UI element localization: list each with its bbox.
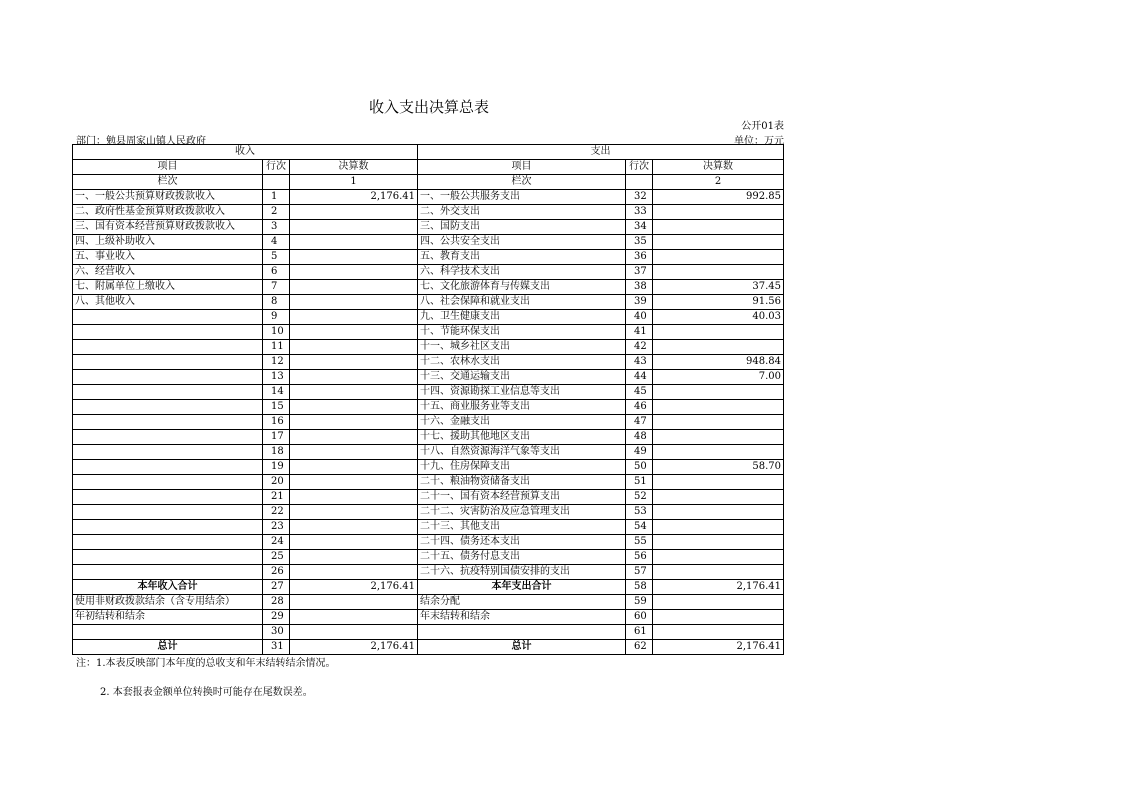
income-item: 六、经营收入 bbox=[73, 265, 263, 280]
income-amount bbox=[290, 490, 418, 505]
income-amount bbox=[290, 415, 418, 430]
expense-item: 二十、粮油物资储备支出 bbox=[418, 475, 626, 490]
income-item: 五、事业收入 bbox=[73, 250, 263, 265]
table-row bbox=[73, 340, 784, 355]
expense-item: 总计 bbox=[418, 640, 626, 655]
income-amount bbox=[290, 235, 418, 250]
expense-amount bbox=[653, 595, 784, 610]
income-line-no: 5 bbox=[263, 250, 290, 265]
expense-line-no: 50 bbox=[626, 460, 653, 475]
income-line-no: 25 bbox=[263, 550, 290, 565]
income-amount bbox=[290, 475, 418, 490]
header-row-section bbox=[73, 145, 784, 160]
income-amount bbox=[290, 325, 418, 340]
income-item bbox=[73, 445, 263, 460]
expense-line-no: 60 bbox=[626, 610, 653, 625]
expense-line-no: 58 bbox=[626, 580, 653, 595]
expense-line-no: 39 bbox=[626, 295, 653, 310]
expense-item: 十五、商业服务业等支出 bbox=[418, 400, 626, 415]
income-item: 本年收入合计 bbox=[73, 580, 263, 595]
department-label: 部门：勉县周家山镇人民政府 bbox=[76, 136, 206, 147]
expense-amount bbox=[653, 520, 784, 535]
table-row bbox=[73, 490, 784, 505]
income-item: 使用非财政拨款结余（含专用结余） bbox=[73, 595, 263, 610]
expense-line-no: 49 bbox=[626, 445, 653, 460]
income-amount bbox=[290, 310, 418, 325]
income-amount bbox=[290, 370, 418, 385]
income-amount: 2,176.41 bbox=[290, 190, 418, 205]
expense-amount: 40.03 bbox=[653, 310, 784, 325]
income-amount bbox=[290, 595, 418, 610]
income-amount bbox=[290, 610, 418, 625]
income-amount bbox=[290, 280, 418, 295]
income-line-no: 4 bbox=[263, 235, 290, 250]
expense-line-no: 37 bbox=[626, 265, 653, 280]
income-item bbox=[73, 415, 263, 430]
income-amount-header: 决算数 bbox=[290, 160, 418, 175]
expense-item: 六、科学技术支出 bbox=[418, 265, 626, 280]
income-amount: 2,176.41 bbox=[290, 640, 418, 655]
expense-item bbox=[418, 625, 626, 640]
income-amount bbox=[290, 265, 418, 280]
expense-item: 八、社会保障和就业支出 bbox=[418, 295, 626, 310]
expense-line-no: 35 bbox=[626, 235, 653, 250]
income-line-no: 22 bbox=[263, 505, 290, 520]
expense-line-no: 52 bbox=[626, 490, 653, 505]
income-item: 年初结转和结余 bbox=[73, 610, 263, 625]
expense-line-no: 61 bbox=[626, 625, 653, 640]
expense-amount bbox=[653, 265, 784, 280]
income-line-no: 15 bbox=[263, 400, 290, 415]
expense-line-no: 54 bbox=[626, 520, 653, 535]
expense-item: 十、节能环保支出 bbox=[418, 325, 626, 340]
expense-col-blank bbox=[626, 175, 653, 190]
expense-amount bbox=[653, 445, 784, 460]
expense-line-no: 56 bbox=[626, 550, 653, 565]
income-line-no: 19 bbox=[263, 460, 290, 475]
income-amount bbox=[290, 565, 418, 580]
income-amount bbox=[290, 535, 418, 550]
expense-amount bbox=[653, 415, 784, 430]
income-item: 一、一般公共预算财政拨款收入 bbox=[73, 190, 263, 205]
income-amount bbox=[290, 625, 418, 640]
expense-item: 本年支出合计 bbox=[418, 580, 626, 595]
income-item bbox=[73, 430, 263, 445]
expense-item: 二十六、抗疫特别国债安排的支出 bbox=[418, 565, 626, 580]
table-row bbox=[73, 310, 784, 325]
expense-line-no: 45 bbox=[626, 385, 653, 400]
expense-amount bbox=[653, 550, 784, 565]
table-row bbox=[73, 250, 784, 265]
income-amount bbox=[290, 460, 418, 475]
note-2: 2. 本套报表金额单位转换时可能存在尾数误差。 bbox=[100, 687, 313, 698]
expense-item: 年末结转和结余 bbox=[418, 610, 626, 625]
income-col-label: 栏次 bbox=[73, 175, 263, 190]
expense-line-no: 38 bbox=[626, 280, 653, 295]
expense-amount bbox=[653, 385, 784, 400]
income-line-no: 3 bbox=[263, 220, 290, 235]
income-amount bbox=[290, 340, 418, 355]
expense-line-no: 32 bbox=[626, 190, 653, 205]
income-item-header: 项目 bbox=[73, 160, 263, 175]
page-title: 收入支出决算总表 bbox=[368, 98, 489, 116]
table-row bbox=[73, 265, 784, 280]
expense-line-no: 43 bbox=[626, 355, 653, 370]
income-amount bbox=[290, 295, 418, 310]
expense-amount bbox=[653, 610, 784, 625]
expense-amount bbox=[653, 430, 784, 445]
income-line-no: 27 bbox=[263, 580, 290, 595]
income-line-no: 7 bbox=[263, 280, 290, 295]
expense-line-no: 44 bbox=[626, 370, 653, 385]
income-item bbox=[73, 625, 263, 640]
table-row bbox=[73, 205, 784, 220]
expense-amount: 58.70 bbox=[653, 460, 784, 475]
income-line-no: 21 bbox=[263, 490, 290, 505]
income-item: 四、上级补助收入 bbox=[73, 235, 263, 250]
expense-item-header: 项目 bbox=[418, 160, 626, 175]
income-item bbox=[73, 340, 263, 355]
income-amount bbox=[290, 550, 418, 565]
income-col-blank bbox=[263, 175, 290, 190]
expense-item: 十二、农林水支出 bbox=[418, 355, 626, 370]
table-row bbox=[73, 535, 784, 550]
table-row bbox=[73, 580, 784, 595]
income-amount bbox=[290, 385, 418, 400]
expense-item: 一、一般公共服务支出 bbox=[418, 190, 626, 205]
table-row bbox=[73, 460, 784, 475]
income-col-index: 1 bbox=[290, 175, 418, 190]
income-line-no: 29 bbox=[263, 610, 290, 625]
budget-table bbox=[72, 144, 784, 655]
expense-item: 十三、交通运输支出 bbox=[418, 370, 626, 385]
expense-line-no: 55 bbox=[626, 535, 653, 550]
expense-item: 九、卫生健康支出 bbox=[418, 310, 626, 325]
income-line-no: 10 bbox=[263, 325, 290, 340]
income-line-no: 6 bbox=[263, 265, 290, 280]
income-line-no: 12 bbox=[263, 355, 290, 370]
income-line-no: 16 bbox=[263, 415, 290, 430]
table-row bbox=[73, 370, 784, 385]
expense-amount: 7.00 bbox=[653, 370, 784, 385]
expense-section-header: 支出 bbox=[418, 145, 784, 160]
income-item bbox=[73, 400, 263, 415]
expense-item: 结余分配 bbox=[418, 595, 626, 610]
expense-amount bbox=[653, 340, 784, 355]
income-amount bbox=[290, 505, 418, 520]
income-item bbox=[73, 475, 263, 490]
income-line-no: 23 bbox=[263, 520, 290, 535]
table-row bbox=[73, 295, 784, 310]
income-amount bbox=[290, 445, 418, 460]
expense-item: 四、公共安全支出 bbox=[418, 235, 626, 250]
table-row bbox=[73, 550, 784, 565]
income-line-no: 28 bbox=[263, 595, 290, 610]
table-row bbox=[73, 355, 784, 370]
expense-item: 二十三、其他支出 bbox=[418, 520, 626, 535]
income-line-no: 11 bbox=[263, 340, 290, 355]
expense-col-index: 2 bbox=[653, 175, 784, 190]
expense-amount bbox=[653, 325, 784, 340]
income-line-no: 26 bbox=[263, 565, 290, 580]
table-row bbox=[73, 220, 784, 235]
expense-item: 三、国防支出 bbox=[418, 220, 626, 235]
expense-amount bbox=[653, 475, 784, 490]
expense-line-no: 48 bbox=[626, 430, 653, 445]
expense-line-no: 47 bbox=[626, 415, 653, 430]
expense-amount bbox=[653, 505, 784, 520]
expense-line-no: 33 bbox=[626, 205, 653, 220]
expense-line-no: 34 bbox=[626, 220, 653, 235]
expense-line-no: 41 bbox=[626, 325, 653, 340]
expense-item: 二十一、国有资本经营预算支出 bbox=[418, 490, 626, 505]
expense-amount: 91.56 bbox=[653, 295, 784, 310]
income-line-no: 13 bbox=[263, 370, 290, 385]
income-line-header: 行次 bbox=[263, 160, 290, 175]
table-row bbox=[73, 415, 784, 430]
income-item bbox=[73, 565, 263, 580]
expense-line-no: 59 bbox=[626, 595, 653, 610]
income-line-no: 2 bbox=[263, 205, 290, 220]
table-row bbox=[73, 430, 784, 445]
header-row-col-index bbox=[73, 175, 784, 190]
table-row bbox=[73, 235, 784, 250]
expense-item: 二十五、债务付息支出 bbox=[418, 550, 626, 565]
expense-line-no: 51 bbox=[626, 475, 653, 490]
income-line-no: 30 bbox=[263, 625, 290, 640]
income-amount bbox=[290, 520, 418, 535]
expense-amount-header: 决算数 bbox=[653, 160, 784, 175]
income-amount: 2,176.41 bbox=[290, 580, 418, 595]
expense-item: 十七、援助其他地区支出 bbox=[418, 430, 626, 445]
income-item bbox=[73, 550, 263, 565]
expense-amount: 37.45 bbox=[653, 280, 784, 295]
income-line-no: 14 bbox=[263, 385, 290, 400]
table-row bbox=[73, 505, 784, 520]
income-section-header: 收入 bbox=[73, 145, 418, 160]
expense-item: 十四、资源勘探工业信息等支出 bbox=[418, 385, 626, 400]
expense-line-no: 36 bbox=[626, 250, 653, 265]
income-item bbox=[73, 460, 263, 475]
table-row bbox=[73, 475, 784, 490]
income-item: 二、政府性基金预算财政拨款收入 bbox=[73, 205, 263, 220]
expense-item: 七、文化旅游体育与传媒支出 bbox=[418, 280, 626, 295]
expense-line-no: 57 bbox=[626, 565, 653, 580]
income-item bbox=[73, 535, 263, 550]
income-line-no: 31 bbox=[263, 640, 290, 655]
expense-col-label: 栏次 bbox=[418, 175, 626, 190]
table-row bbox=[73, 190, 784, 205]
expense-amount: 2,176.41 bbox=[653, 580, 784, 595]
income-item: 八、其他收入 bbox=[73, 295, 263, 310]
income-amount bbox=[290, 250, 418, 265]
income-amount bbox=[290, 205, 418, 220]
expense-amount bbox=[653, 565, 784, 580]
table-row bbox=[73, 595, 784, 610]
income-item bbox=[73, 370, 263, 385]
expense-amount bbox=[653, 205, 784, 220]
table-row bbox=[73, 445, 784, 460]
expense-amount bbox=[653, 535, 784, 550]
notes bbox=[76, 657, 336, 700]
expense-item: 五、教育支出 bbox=[418, 250, 626, 265]
table-row bbox=[73, 565, 784, 580]
income-item: 三、国有资本经营预算财政拨款收入 bbox=[73, 220, 263, 235]
income-amount bbox=[290, 430, 418, 445]
expense-amount: 992.85 bbox=[653, 190, 784, 205]
income-line-no: 18 bbox=[263, 445, 290, 460]
expense-amount bbox=[653, 250, 784, 265]
income-line-no: 9 bbox=[263, 310, 290, 325]
income-item bbox=[73, 355, 263, 370]
expense-line-no: 62 bbox=[626, 640, 653, 655]
expense-amount bbox=[653, 400, 784, 415]
expense-amount bbox=[653, 490, 784, 505]
table-row bbox=[73, 385, 784, 400]
expense-line-no: 42 bbox=[626, 340, 653, 355]
note-1: 注：1.本表反映部门本年度的总收支和年末结转结余情况。 bbox=[76, 658, 336, 669]
expense-item: 二十二、灾害防治及应急管理支出 bbox=[418, 505, 626, 520]
header-row-columns bbox=[73, 160, 784, 175]
table-row bbox=[73, 610, 784, 625]
expense-line-no: 40 bbox=[626, 310, 653, 325]
income-item bbox=[73, 520, 263, 535]
income-item bbox=[73, 310, 263, 325]
income-item bbox=[73, 505, 263, 520]
expense-item: 十六、金融支出 bbox=[418, 415, 626, 430]
form-number: 公开01表 bbox=[741, 121, 784, 132]
table-row bbox=[73, 325, 784, 340]
expense-line-no: 53 bbox=[626, 505, 653, 520]
expense-item: 二、外交支出 bbox=[418, 205, 626, 220]
expense-item: 十九、住房保障支出 bbox=[418, 460, 626, 475]
income-item bbox=[73, 490, 263, 505]
expense-item: 二十四、债务还本支出 bbox=[418, 535, 626, 550]
income-amount bbox=[290, 400, 418, 415]
income-amount bbox=[290, 355, 418, 370]
expense-line-no: 46 bbox=[626, 400, 653, 415]
income-line-no: 8 bbox=[263, 295, 290, 310]
expense-line-header: 行次 bbox=[626, 160, 653, 175]
income-item: 总计 bbox=[73, 640, 263, 655]
expense-amount bbox=[653, 625, 784, 640]
expense-amount: 2,176.41 bbox=[653, 640, 784, 655]
income-line-no: 17 bbox=[263, 430, 290, 445]
unit-label: 单位：万元 bbox=[734, 136, 784, 147]
income-amount bbox=[290, 220, 418, 235]
income-item bbox=[73, 325, 263, 340]
expense-amount bbox=[653, 235, 784, 250]
table-row bbox=[73, 625, 784, 640]
expense-item: 十一、城乡社区支出 bbox=[418, 340, 626, 355]
table-row bbox=[73, 640, 784, 655]
table-row bbox=[73, 400, 784, 415]
income-item bbox=[73, 385, 263, 400]
table-row bbox=[73, 520, 784, 535]
expense-amount: 948.84 bbox=[653, 355, 784, 370]
income-item: 七、附属单位上缴收入 bbox=[73, 280, 263, 295]
expense-amount bbox=[653, 220, 784, 235]
table-row bbox=[73, 280, 784, 295]
income-line-no: 24 bbox=[263, 535, 290, 550]
expense-item: 十八、自然资源海洋气象等支出 bbox=[418, 445, 626, 460]
income-line-no: 1 bbox=[263, 190, 290, 205]
income-line-no: 20 bbox=[263, 475, 290, 490]
